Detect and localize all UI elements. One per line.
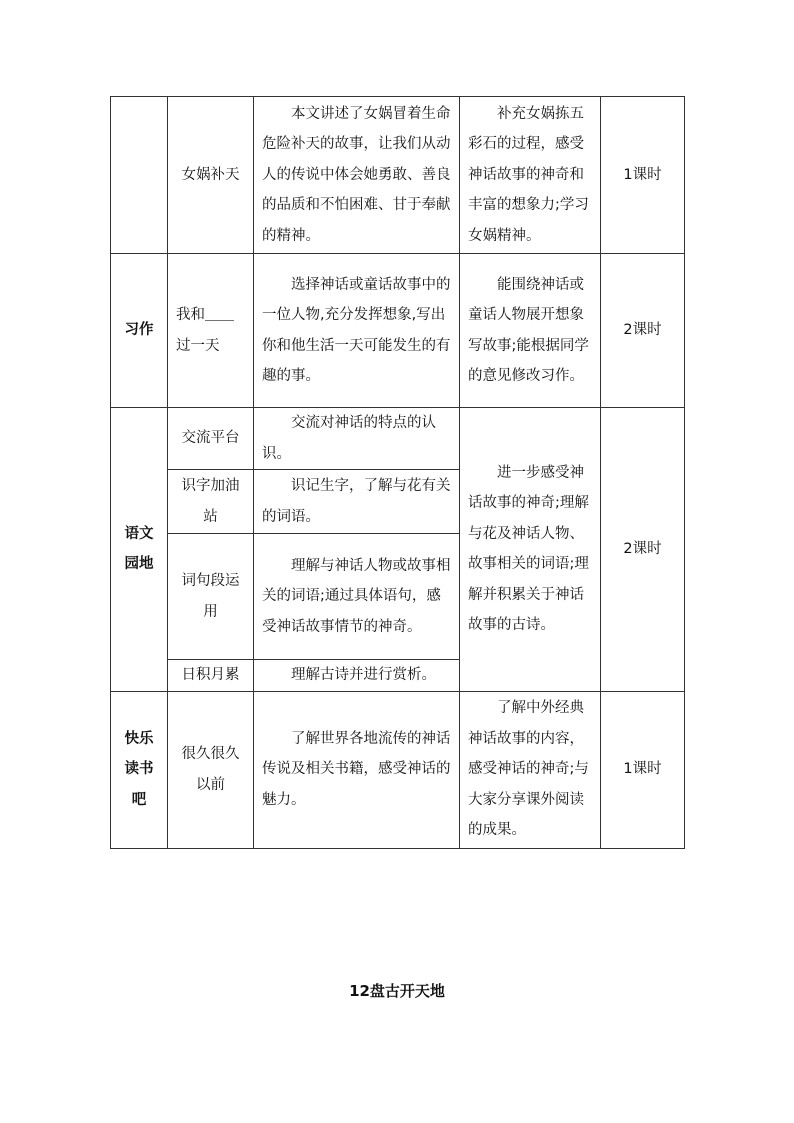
hours-cell: 1课时 <box>601 691 685 848</box>
goal-cell: 能围绕神话或童话人物展开想象写故事;能根据同学的意见修改习作。 <box>460 254 601 408</box>
hours-cell: 2课时 <box>601 408 685 692</box>
unit-plan-table <box>110 96 685 849</box>
table-row <box>111 691 685 848</box>
goal-cell: 补充女娲拣五彩石的过程，感受神话故事的神奇和丰富的想象力;学习女娲精神。 <box>460 97 601 254</box>
lesson-heading: 12盘古开天地 <box>349 982 445 1000</box>
content-cell: 识记生字，了解与花有关的词语。 <box>254 470 460 534</box>
goal-cell: 进一步感受神话故事的神奇;理解与花及神话人物、故事相关的词语;理解并积累关于神话故事的古诗。 <box>460 408 601 692</box>
hours-cell: 2课时 <box>601 254 685 408</box>
lesson-cell: 识字加油站 <box>168 470 254 534</box>
content-cell: 选择神话或童话故事中的一位人物,充分发挥想象,写出你和他生活一天可能发生的有趣的事。 <box>254 254 460 408</box>
content-cell: 交流对神话的特点的认识。 <box>254 408 460 470</box>
goal-cell: 了解中外经典神话故事的内容，感受神话的神奇;与大家分享课外阅读的成果。 <box>460 691 601 848</box>
category-cell-empty <box>111 97 168 254</box>
table-row <box>111 97 685 254</box>
lesson-cell: 很久很久以前 <box>168 691 254 848</box>
category-cell: 习作 <box>111 254 168 408</box>
category-cell: 快乐读书吧 <box>111 691 168 848</box>
category-cell: 语文园地 <box>111 408 168 692</box>
lesson-cell: 词句段运用 <box>168 534 254 660</box>
content-cell: 本文讲述了女娲冒着生命危险补天的故事，让我们从动人的传说中体会她勇敢、善良的品质和不怕困难、甘于奉献的精神。 <box>254 97 460 254</box>
content-cell: 理解与神话人物或故事相关的词语;通过具体语句，感受神话故事情节的神奇。 <box>254 534 460 660</box>
table-row <box>111 254 685 408</box>
lesson-cell: 日积月累 <box>168 660 254 692</box>
lesson-cell: 我和＿＿过一天 <box>168 254 254 408</box>
content-cell: 理解古诗并进行赏析。 <box>254 660 460 692</box>
lesson-cell: 交流平台 <box>168 408 254 470</box>
content-cell: 了解世界各地流传的神话传说及相关书籍，感受神话的魅力。 <box>254 691 460 848</box>
hours-cell: 1课时 <box>601 97 685 254</box>
lesson-cell: 女娲补天 <box>168 97 254 254</box>
table-row <box>111 408 685 470</box>
